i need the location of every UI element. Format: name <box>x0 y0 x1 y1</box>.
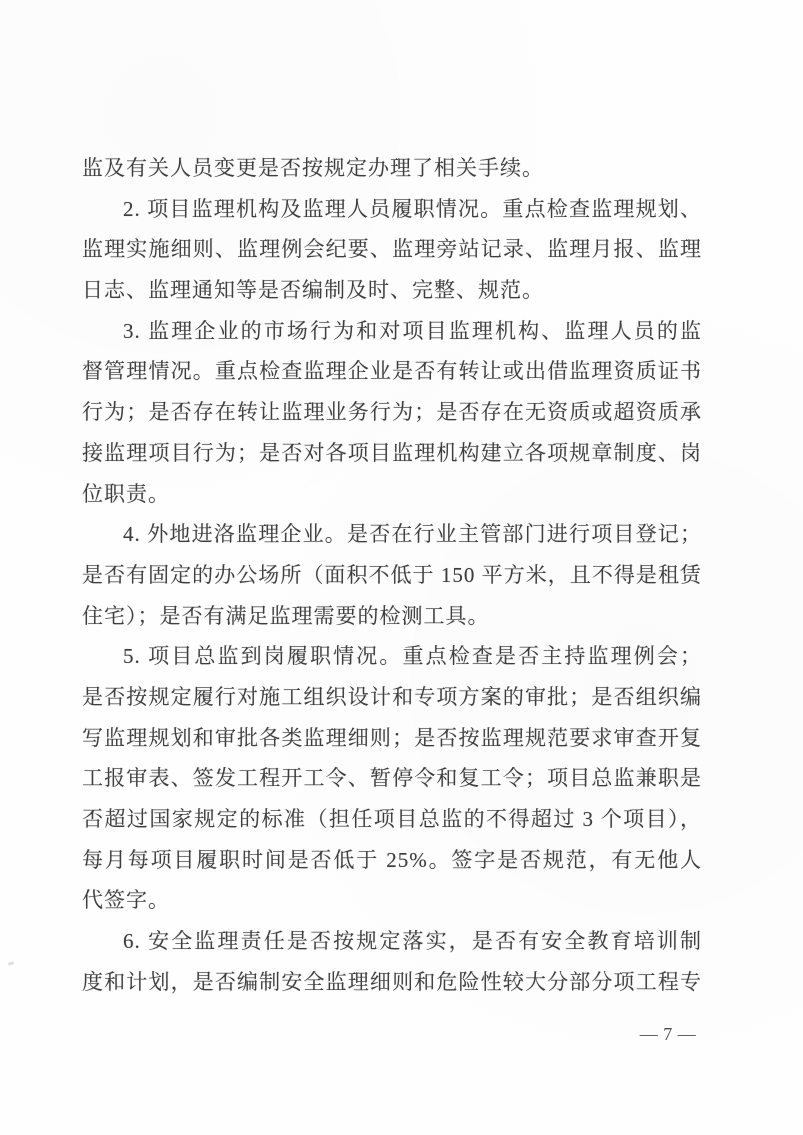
text-line: 住宅）；是否有满足监理需要的检测工具。 <box>82 603 490 628</box>
text-line: 代签字。 <box>82 888 170 913</box>
text-line: 工报审表、签发工程开工令、暂停令和复工令；项目总监兼职是 <box>82 766 702 791</box>
text-line-item-2: 2. 项目监理机构及监理人员履职情况。重点检查监理规划、 <box>123 196 702 221</box>
text-line: 位职责。 <box>82 481 170 506</box>
text-line: 是否按规定履行对施工组织设计和专项方案的审批；是否组织编 <box>82 684 702 709</box>
page-number: — 7 — <box>639 1024 697 1044</box>
text-line: 接监理项目行为；是否对各项目监理机构建立各项规章制度、岗 <box>82 440 702 465</box>
text-line-item-5: 5. 项目总监到岗履职情况。重点检查是否主持监理例会； <box>123 644 702 669</box>
scan-artifact-speck <box>8 961 15 966</box>
text-line: 监及有关人员变更是否按规定办理了相关手续。 <box>82 156 544 180</box>
text-line: 行为；是否存在转让监理业务行为；是否存在无资质或超资质承 <box>82 400 702 425</box>
text-line: 写监理规划和审批各类监理细则；是否按监理规范要求审查开复 <box>82 725 702 750</box>
text-line: 否超过国家规定的标准（担任项目总监的不得超过 3 个项目）， <box>82 807 702 831</box>
text-line-item-4: 4. 外地进洛监理企业。是否在行业主管部门进行项目登记； <box>123 522 702 547</box>
text-line: 每月每项目履职时间是否低于 25%。签字是否规范，有无他人 <box>82 847 702 872</box>
text-line: 是否有固定的办公场所（面积不低于 150 平方米，且不得是租赁 <box>82 562 702 587</box>
document-body-text <box>82 148 702 1002</box>
text-line-item-3: 3. 监理企业的市场行为和对项目监理机构、监理人员的监 <box>123 318 702 343</box>
text-line: 度和计划，是否编制安全监理细则和危险性较大分部分项工程专 <box>82 969 702 994</box>
text-line: 督管理情况。重点检查监理企业是否有转让或出借监理资质证书 <box>82 359 702 384</box>
text-line: 监理实施细则、监理例会纪要、监理旁站记录、监理月报、监理 <box>82 237 702 262</box>
text-line: 日志、监理通知等是否编制及时、完整、规范。 <box>82 278 544 303</box>
text-line-item-6: 6. 安全监理责任是否按规定落实，是否有安全教育培训制 <box>123 929 702 954</box>
